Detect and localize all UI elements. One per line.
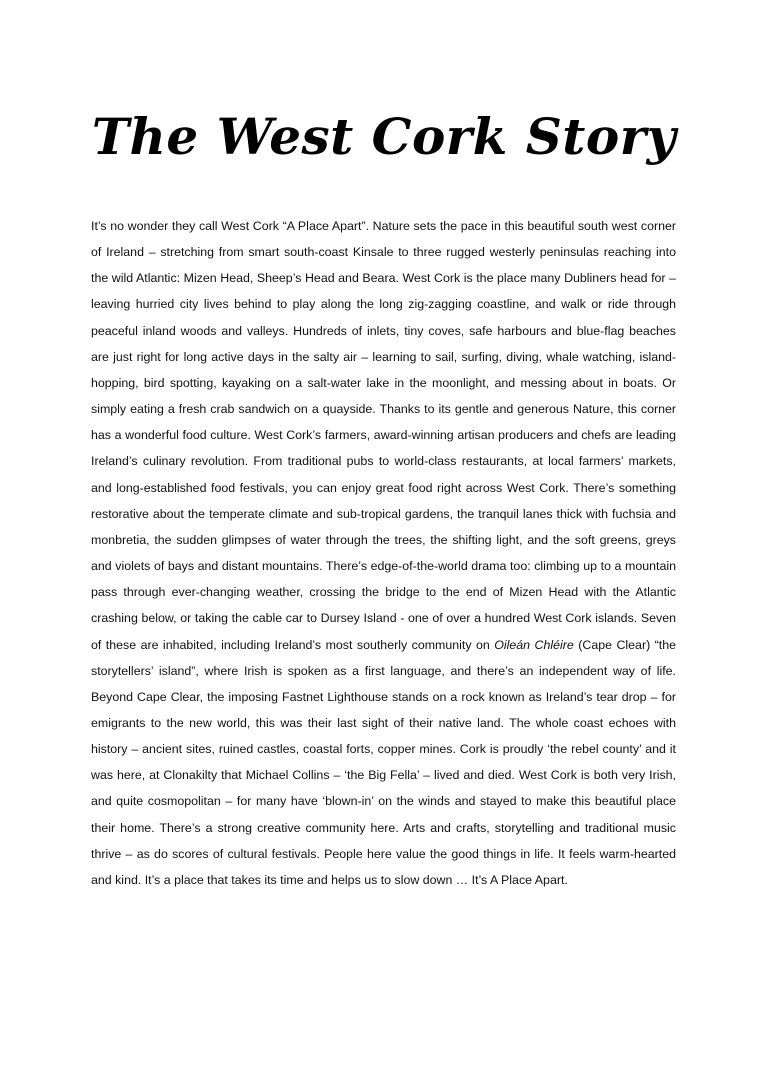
paragraph-text-part-1: It’s no wonder they call West Cork “A Place Apart”. Nature sets the pace in this beautiful south west corner of Ireland – stretching from smart south-coast Kinsale to three rugged westerly peninsulas reaching into the wild Atlantic: Mizen Head, Sheep’s Head and Beara. West Cork is the place many Dubliners head for – leaving hurried city lives behind to play along the long zig-zagging coastline, and walk or ride through peaceful inland woods and valleys. Hundreds of inlets, tiny coves, safe harbours and blue-flag beaches are just right for long active days in the salty air – learning to sail, surfing, diving, whale watching, island-hopping, bird spotting, kayaking on a salt-water lake in the moonlight, and messing about in boats. Or simply eating a fresh crab sandwich on a quayside. Thanks to its gentle and generous Nature, this corner has a wonderful food culture. West Cork’s farmers, award-winning artisan producers and chefs are leading Ireland’s culinary revolution. From traditional pubs to world-class restaurants, at local farmers’ markets, and long-established food festivals, you can enjoy great food right across West Cork. There’s something restorative about the temperate climate and sub-tropical gardens, the tranquil lanes thick with fuchsia and monbretia, the sudden glimpses of water through the trees, the shifting light, and the soft greens, greys and violets of bays and distant mountains. There’s edge-of-the-world drama too: climbing up to a mountain pass through ever-changing weather, crossing the bridge to the end of Mizen Head with the Atlantic crashing below, or taking the cable car to Dursey Island - one of over a hundred West Cork islands. Seven of these are inhabited, including Ireland’s most southerly community on xyxy=(91,219,676,652)
page-title: The West Cork Story xyxy=(91,107,677,166)
irish-place-name: Oileán Chléire xyxy=(494,637,574,652)
body-paragraph xyxy=(91,213,676,893)
paragraph-text-part-2: (Cape Clear) “the storytellers’ island”, where Irish is spoken as a first language, and there’s an independent way of life. Beyond Cape Clear, the imposing Fastnet Lighthouse stands on a rock known as Ireland’s tear drop – for emigrants to the new world, this was their last sight of their native land. The whole coast echoes with history – ancient sites, ruined castles, coastal forts, copper mines. Cork is proudly ‘the rebel county’ and it was here, at Clonakilty that Michael Collins – ‘the Big Fella’ – lived and died. West Cork is both very Irish, and quite cosmopolitan – for many have ‘blown-in’ on the winds and stayed to make this beautiful place their home. There’s a strong creative community here. Arts and crafts, storytelling and traditional music thrive – as do scores of cultural festivals. People here value the good things in life. It feels warm-hearted and kind. It’s a place that takes its time and helps us to slow down … It’s A Place Apart. xyxy=(91,637,677,887)
